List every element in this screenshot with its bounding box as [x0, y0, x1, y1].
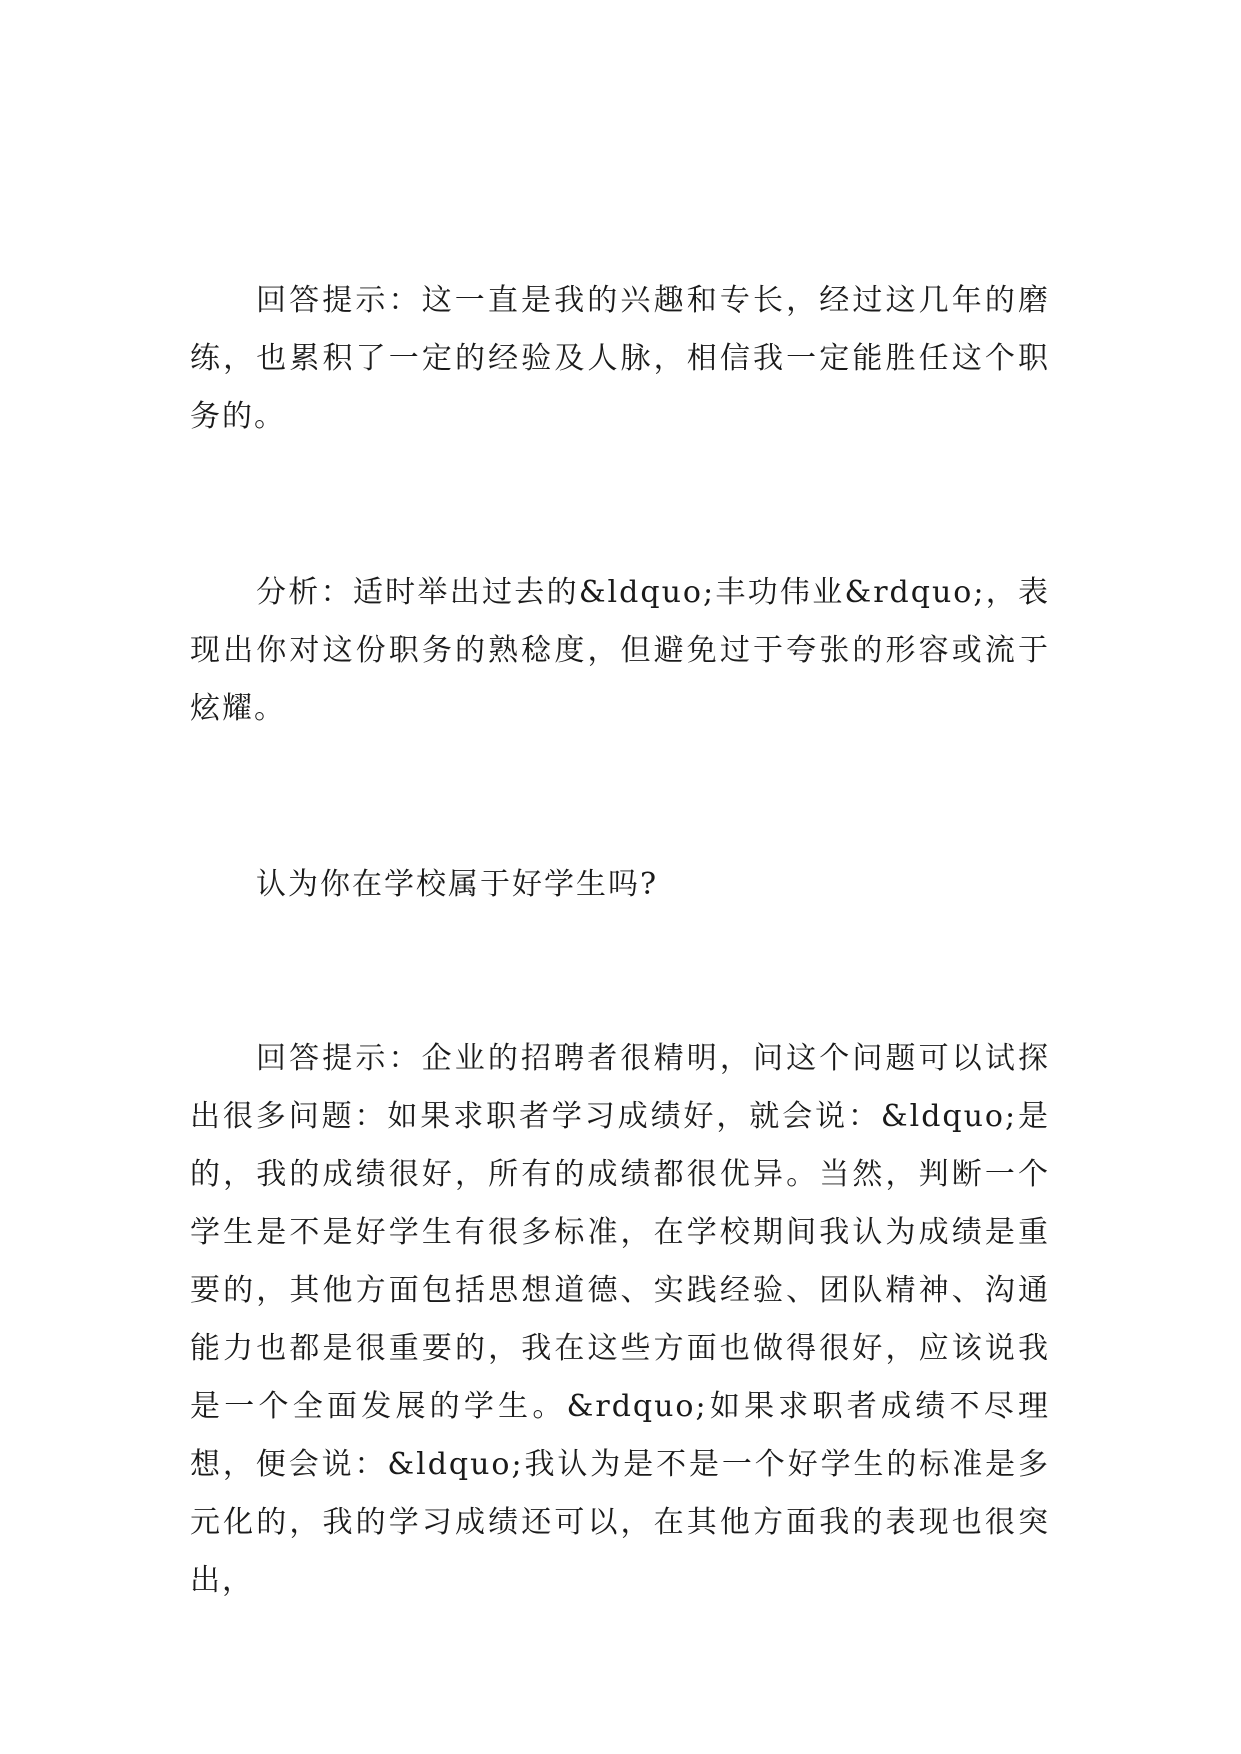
analysis-paragraph: 分析：适时举出过去的&ldquo;丰功伟业&rdquo;，表现出你对这份职务的熟稔度，但避免过于夸张的形容或流于炫耀。 — [190, 575, 1050, 726]
answer-hint-paragraph-2: 回答提示：企业的招聘者很精明，问这个问题可以试探出很多问题：如果求职者学习成绩好，就会说：&ldquo;是的，我的成绩很好，所有的成绩都很优异。当然，判断一个学生是不是好学生有很多标准，在学校期间我认为成绩是重要的，其他方面包括思想道德、实践经验、团队精神、沟通能力也都是很重要的，我在这些方面也做得很好，应该说我是一个全面发展的学生。&rdquo;如果求职者成绩不尽理想，便会说：&ldquo;我认为是不是一个好学生的标准是多元化的，我的学习成绩还可以，在其他方面我的表现也很突出， — [190, 1041, 1050, 1598]
question-heading: 认为你在学校属于好学生吗? — [256, 867, 659, 902]
answer-hint-paragraph-1: 回答提示：这一直是我的兴趣和专长，经过这几年的磨练，也累积了一定的经验及人脉，相信我一定能胜任这个职务的。 — [190, 283, 1050, 434]
